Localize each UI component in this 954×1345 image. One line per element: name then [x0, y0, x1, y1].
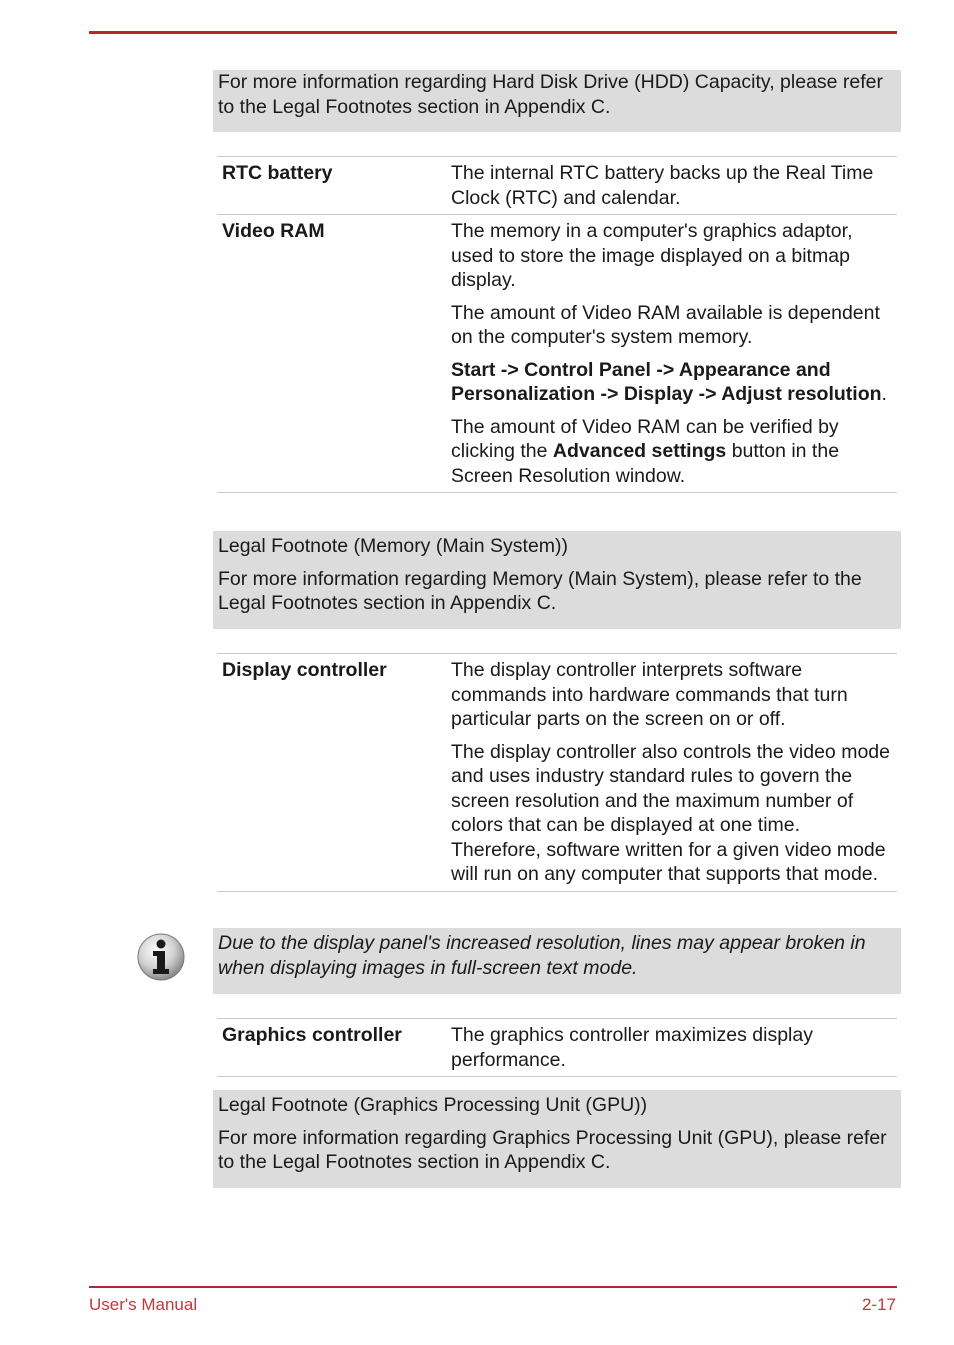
- note-memory-title: Legal Footnote (Memory (Main System)): [218, 535, 569, 557]
- table-row: [217, 1019, 897, 1077]
- note-hdd-capacity: [213, 70, 901, 132]
- desc-video-ram: [441, 215, 897, 493]
- footer-manual-title: User's Manual: [89, 1295, 198, 1314]
- header-rule: [89, 31, 897, 34]
- spec-table-rtc-vram: [217, 156, 897, 493]
- text-span: button in the Screen Resolution window.: [451, 440, 840, 487]
- spec-table-graphics-controller: [217, 1018, 897, 1077]
- footer-page-number: 2-17: [861, 1295, 896, 1314]
- note-gpu-title: Legal Footnote (Graphics Processing Unit (GPU)): [218, 1094, 648, 1116]
- note-info: [213, 928, 901, 994]
- note-info-text: Due to the display panel's increased resolution, lines may appear broken in when displaying images in full-screen text mode.: [218, 932, 866, 979]
- note-hdd-text: For more information regarding Hard Disk Drive (HDD) Capacity, please refer to the Legal Footnotes section in Appendix C.: [218, 71, 884, 118]
- desc-display-controller: [441, 654, 897, 892]
- desc-paragraph: The amount of Video RAM available is dependent on the computer's system memory.: [451, 301, 880, 348]
- desc-rtc-battery: [441, 157, 897, 215]
- table-row: [217, 215, 897, 493]
- desc-paragraph: The display controller also controls the video mode and uses industry standard rules to govern the screen resolution and the maximum number of colors that can be displayed at one time. Therefore, software written for a given video mode will run on any computer that supports that mode.: [451, 740, 890, 885]
- term-rtc-battery: RTC battery: [217, 157, 441, 215]
- desc-paragraph: [451, 415, 892, 489]
- menu-path-bold: Start -> Control Panel -> Appearance and Personalization -> Display -> Adjust resolution: [451, 358, 882, 405]
- menu-path-end: .: [881, 383, 887, 405]
- note-legal-gpu: [213, 1090, 901, 1188]
- term-graphics-controller: Graphics controller: [217, 1019, 441, 1077]
- desc-paragraph: The display controller interprets software commands into hardware commands that turn particular parts on the screen on or off.: [451, 659, 848, 730]
- term-display-controller: Display controller: [217, 654, 441, 892]
- info-icon: [136, 932, 186, 982]
- note-gpu-text: For more information regarding Graphics Processing Unit (GPU), please refer to the Legal Footnotes section in Appendix C.: [218, 1126, 887, 1173]
- term-video-ram: Video RAM: [217, 215, 441, 493]
- text-span: The amount of Video RAM can be verified by clicking the: [451, 415, 839, 462]
- desc-graphics-controller: [441, 1019, 897, 1077]
- advanced-settings-label: Advanced settings: [552, 440, 727, 462]
- table-row: [217, 654, 897, 892]
- spec-table-display-controller: [217, 653, 897, 892]
- desc-paragraph: The graphics controller maximizes display performance.: [451, 1024, 813, 1071]
- menu-path: [451, 358, 892, 407]
- footer-rule: [89, 1286, 897, 1288]
- desc-paragraph: The internal RTC battery backs up the Real Time Clock (RTC) and calendar.: [451, 162, 874, 209]
- note-memory-text: For more information regarding Memory (Main System), please refer to the Legal Footnotes section in Appendix C.: [218, 567, 862, 614]
- table-row: [217, 157, 897, 215]
- desc-paragraph: The memory in a computer's graphics adaptor, used to store the image displayed on a bitmap display.: [451, 220, 853, 291]
- note-legal-memory: [213, 531, 901, 629]
